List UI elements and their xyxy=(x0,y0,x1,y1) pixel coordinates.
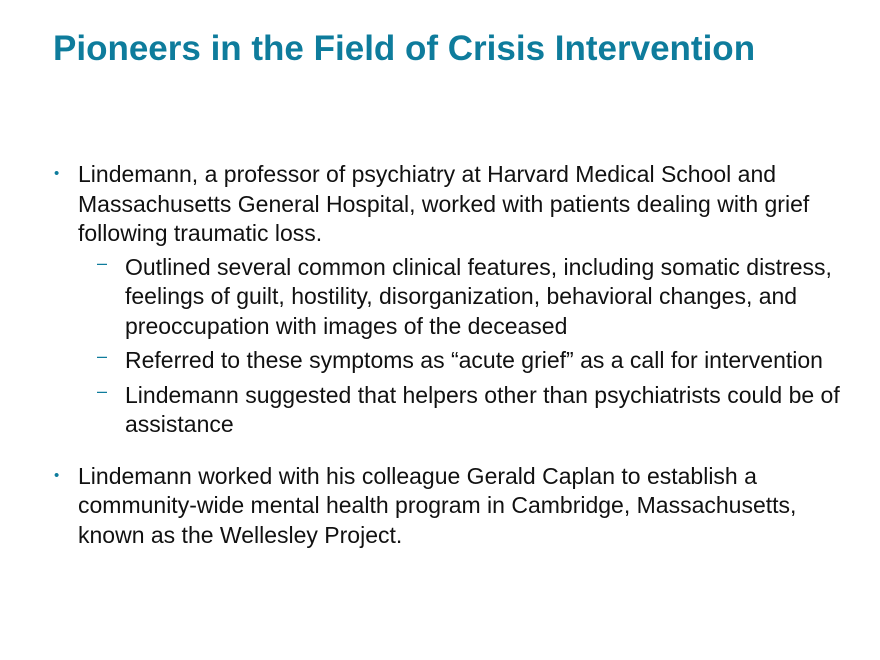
sub-bullet-item xyxy=(78,346,843,376)
sub-bullet-list xyxy=(78,253,843,440)
bullet-text: Lindemann worked with his colleague Gerald Caplan to establish a community-wide mental health program in Cambridge, Massachusetts, known as the Wellesley Project. xyxy=(78,462,797,548)
sub-bullet-item xyxy=(78,381,843,440)
sub-bullet-item xyxy=(78,253,843,342)
bullet-item xyxy=(53,160,843,440)
slide-title: Pioneers in the Field of Crisis Intervention xyxy=(53,29,756,68)
slide-content xyxy=(53,160,843,550)
bullet-item xyxy=(53,462,843,551)
bullet-marker: • xyxy=(54,466,60,484)
sub-bullet-marker: – xyxy=(97,380,108,401)
bullet-text: Lindemann, a professor of psychiatry at Harvard Medical School and Massachusetts General Hospital, worked with patients dealing with grief following traumatic loss. xyxy=(78,161,810,246)
sub-bullet-text: Referred to these symptoms as “acute grief” as a call for intervention xyxy=(125,347,823,373)
sub-bullet-text: Outlined several common clinical features, including somatic distress, feelings of guilt, hostility, disorganization, behavioral changes, and preoccupation with images of the deceased xyxy=(125,253,832,339)
bullet-marker: • xyxy=(54,165,60,182)
sub-bullet-marker: – xyxy=(97,252,108,273)
sub-bullet-marker: – xyxy=(97,346,108,366)
sub-bullet-text: Lindemann suggested that helpers other than psychiatrists could be of assistance xyxy=(125,381,840,437)
